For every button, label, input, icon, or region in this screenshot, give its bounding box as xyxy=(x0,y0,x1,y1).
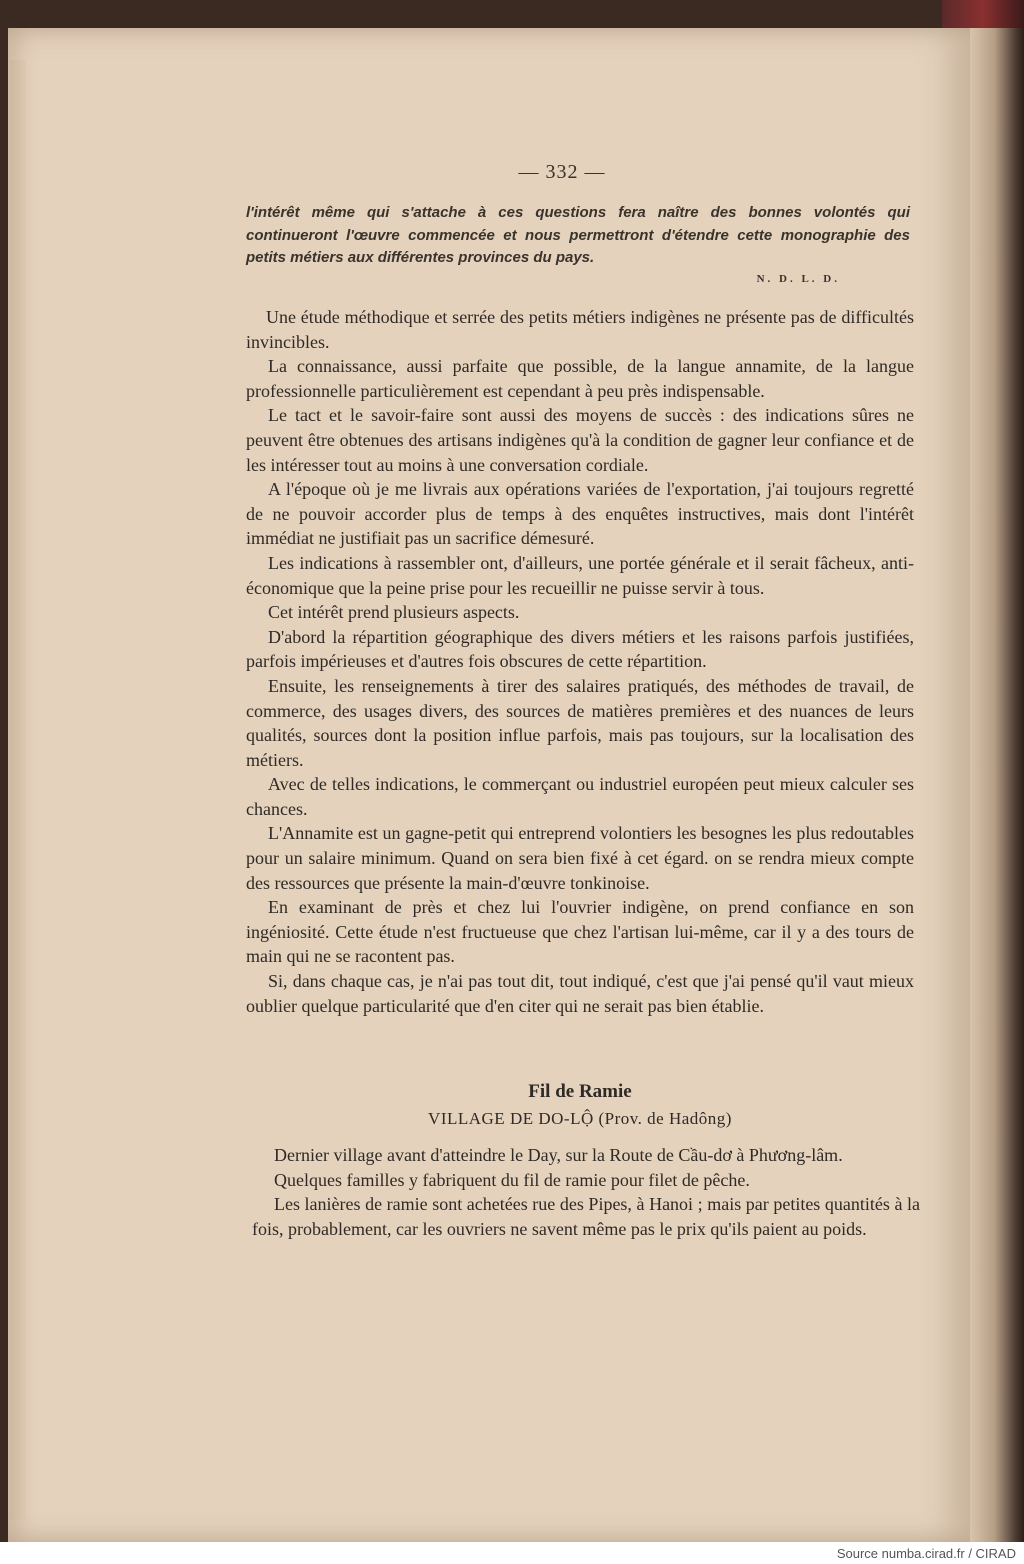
paragraph: La connaissance, aussi parfaite que possible, de la langue annamite, de la langue professionnelle particulièrement est cependant à peu près indispensable. xyxy=(246,356,914,401)
page-number: — 332 — xyxy=(518,161,606,183)
paragraph: Le tact et le savoir-faire sont aussi des moyens de succès : des indications sûres ne peuvent être obtenues des artisans indigènes qu'à la condition de gagner leur confiance et de les intéresser tout au moins à une conversation cordiale. xyxy=(246,405,914,475)
section-paragraph: Les lanières de ramie sont achetées rue des Pipes, à Hanoi ; mais par petites quantités à la fois, probablement, car les ouvriers ne savent même pas le prix qu'ils paient au poids. xyxy=(252,1194,920,1239)
section-paragraph: Dernier village avant d'atteindre le Day, sur la Route de Cầu-dơ à Phương-lâm. xyxy=(274,1145,843,1165)
paragraph: Si, dans chaque cas, je n'ai pas tout dit, tout indiqué, c'est que j'ai pensé qu'il vaut mieux oublier quelque particularité que d'en citer qui ne serait pas bien établie. xyxy=(246,971,914,1016)
editor-note: l'intérêt même qui s'attache à ces questions fera naître des bonnes volontés qui continueront l'œuvre commencée et nous permettront d'étendre cette monographie des petits métiers aux différentes provinces du pays. xyxy=(246,204,910,266)
binding-ribbon xyxy=(942,0,1024,30)
section-subtitle: VILLAGE DE DO-LỘ (Prov. de Hadông) xyxy=(428,1109,732,1128)
paragraph: D'abord la répartition géographique des divers métiers et les raisons parfois justifiées, parfois impérieuses et d'autres fois obscures de cette répartition. xyxy=(246,626,914,672)
book-spine xyxy=(970,28,1024,1542)
section-paragraph: Quelques familles y fabriquent du fil de ramie pour filet de pêche. xyxy=(274,1169,750,1190)
paragraph: Une étude méthodique et serrée des petits métiers indigènes ne présente pas de difficultés invincibles. xyxy=(246,307,914,352)
editor-note-signature: N. D. L. D. xyxy=(756,273,840,285)
section-text xyxy=(252,1143,920,1241)
source-credit: Source numba.cirad.fr / CIRAD xyxy=(836,1546,1016,1561)
paragraph: Cet intérêt prend plusieurs aspects. xyxy=(268,602,520,623)
paragraph: En examinant de près et chez lui l'ouvrier indigène, on prend confiance en son ingéniosité. Cette étude n'est fructueuse que chez l'artisan lui-même, car il y a des tours de main qui ne se racontent pas. xyxy=(246,897,914,967)
paragraph: Avec de telles indications, le commerçant ou industriel européen peut mieux calculer ses chances. xyxy=(246,774,914,819)
paragraph: A l'époque où je me livrais aux opérations variées de l'exportation, j'ai toujours regretté de ne pouvoir accorder plus de temps à des enquêtes instructives, mais dont l'intérêt immédiat ne justifiait pas un sacrifice démesuré. xyxy=(246,479,914,549)
body-text xyxy=(246,305,914,1018)
paragraph: L'Annamite est un gagne-petit qui entreprend volontiers les besognes les plus redoutables pour un salaire minimum. Quand on sera bien fixé à cet égard. on se rendra mieux compte des ressources que présente la main-d'œuvre tonkinoise. xyxy=(246,823,914,893)
section-title: Fil de Ramie xyxy=(528,1081,632,1102)
paragraph: Les indications à rassembler ont, d'ailleurs, une portée générale et il serait fâcheux, anti-économique que la peine prise pour les recueillir ne puisse servir à tous. xyxy=(246,552,914,598)
paragraph: Ensuite, les renseignements à tirer des salaires pratiqués, des méthodes de travail, de commerce, des usages divers, des sources de matières premières et des nuances de leurs qualités, sources dont la position influe parfois, mais pas toujours, sur la localisation des métiers. xyxy=(246,675,914,770)
page-edge xyxy=(10,60,26,1520)
